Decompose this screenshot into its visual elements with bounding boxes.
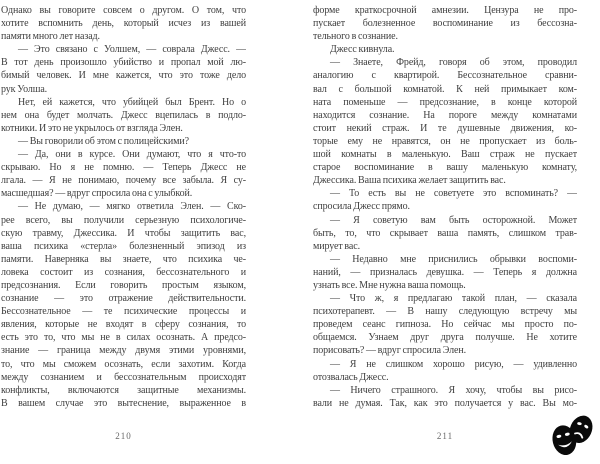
text-line: котники. И это не укрылось от взгляда Элен. xyxy=(1,122,183,134)
text-line: шой комнаты в маленькую. Ваш страж не пускает xyxy=(313,149,577,161)
text-line: лгала. — Я не понимаю, почему все забыла. Я су- xyxy=(1,175,246,187)
text-line: — Не думаю, — мягко ответила Элен. — Ско- xyxy=(18,201,246,213)
text-line: порисовать? — вдруг спросила Элен. xyxy=(313,345,467,357)
text-line: — То есть вы не советуете это вспоминать? — xyxy=(330,188,577,200)
text-line: предсознания. Если говорить простым языком, xyxy=(1,279,246,291)
text-line: нем она будет молчать. Джесс вцепилась в подло- xyxy=(1,109,246,121)
text-line: — Это связано с Уолшем, — соврала Джесс. — xyxy=(18,44,246,56)
text-line: Нет, ей кажется, что убийцей был Брент. Но о xyxy=(18,96,246,108)
text-line: отозвалась Джесс. xyxy=(313,371,389,383)
text-line: В вашем случае это вытеснение, выраженное в xyxy=(1,397,246,409)
text-line: Джессика. Ваша психика желает защитить вас. xyxy=(313,175,506,187)
text-line: стоит некий страж. И те душевные движения, ко- xyxy=(313,122,577,134)
text-line: есть это то, что мы не в силах осознать. А предсо- xyxy=(1,332,246,344)
text-line: рее всего, вы получили серьезную психологиче- xyxy=(1,214,246,226)
text-line: то, что мы сможем осознать, если захотим. Когда xyxy=(1,358,246,370)
page-right-text xyxy=(313,4,577,410)
text-line: общаемся. Узнаем друг друга получше. Не хотите xyxy=(313,332,577,344)
text-line: — Ничего страшного. Я хочу, чтобы вы рисо- xyxy=(330,384,577,396)
text-line: быть, то, что скрывает ваша память, слишком трав- xyxy=(313,227,577,239)
text-line: бимый человек. И мне кажется, что это тоже дело xyxy=(1,70,246,82)
text-line: аналогию с квартирой. Бессознательное сравни- xyxy=(313,70,577,82)
text-line: узнать все. Мне нужна ваша помощь. xyxy=(313,279,466,291)
text-line: психотерапевт. — В нашу следующую встречу мы xyxy=(313,306,577,318)
text-line: — Недавно мне приснились обрывки воспоми- xyxy=(330,253,577,265)
text-line: форме краткосрочной амнезии. Цензура не про- xyxy=(313,5,577,16)
text-line: Джесс кивнула. xyxy=(330,44,395,56)
text-line: спросила Джесс прямо. xyxy=(313,201,410,213)
theater-masks-icon xyxy=(544,411,598,461)
text-line: вали не думая. Так, как это получается у вас. Вы мо- xyxy=(313,397,577,409)
text-line: конфликты, включаются защитные механизмы. xyxy=(1,384,246,396)
text-line: хотите вспомнить день, который исчез из вашей xyxy=(1,18,246,30)
text-line: — Да, они в курсе. Они думают, что я что-то xyxy=(18,149,246,161)
text-line: находится сознание. На пороге между комнатами xyxy=(313,109,577,121)
text-line: рук Уолша. xyxy=(1,83,48,95)
text-line: тельного в сознание. xyxy=(313,31,398,43)
text-line: ната поменьше — предсознание, в конце которой xyxy=(313,96,577,108)
text-line: Бессознательное — те психические процессы и xyxy=(1,306,246,318)
text-line: торые ему не нравятся, он не пропускает из боль- xyxy=(313,135,577,147)
text-line: — Что ж, я предлагаю такой план, — сказала xyxy=(330,293,577,305)
text-line: старое воспоминание в вашу маленькую комнату, xyxy=(313,162,577,174)
text-line: масшедшая? — вдруг спросила она с улыбкой. xyxy=(1,188,193,200)
text-line: скрываю. Но я не помню. — Теперь Джесс не xyxy=(1,162,246,174)
text-line: мирует вас. xyxy=(313,240,360,252)
text-line: ловека состоит из сознания, бессознательного и xyxy=(1,266,246,278)
text-line: явления, которые не входят в сферу сознания, то xyxy=(1,319,246,331)
text-line: — Я советую вам быть осторожной. Может xyxy=(330,214,577,226)
text-line: — Знаете, Фрейд, говоря об этом, проводил xyxy=(330,57,577,69)
text-line: ваша психика «стерла» болезненный эпизод из xyxy=(1,240,246,252)
text-line: знание — граница между двумя этими уровнями, xyxy=(1,345,246,357)
text-line: — Вы говорили об этом с полицейскими? xyxy=(18,135,189,147)
text-line: памяти много лет назад. xyxy=(1,31,100,43)
page-number-right: 211 xyxy=(436,431,454,441)
text-line: — Я не слишком хорошо рисую, — удивленно xyxy=(330,358,577,370)
text-line: памяти. Наверняка вы знаете, что психика че- xyxy=(1,253,246,265)
page-number-left: 210 xyxy=(115,431,132,441)
text-line: Однако вы говорите совсем о другом. О том, что xyxy=(1,5,246,16)
text-line: проведем сеанс гипноза. Но сейчас мы просто по- xyxy=(313,319,577,331)
text-line: между сознанием и бессознательным происходят xyxy=(1,371,246,383)
text-line: наний, — призналась девушка. — Теперь я должна xyxy=(313,266,577,278)
text-line: пускает болезненное воспоминание из бессозна- xyxy=(313,18,577,30)
text-line: вал с большой комнатой. К ней примыкает ком- xyxy=(313,83,577,95)
text-line: сознание — это отражение действительности. xyxy=(1,293,246,305)
text-line: В тот день произошло убийство и пропал мой лю- xyxy=(1,57,246,69)
page-left-text xyxy=(1,4,246,410)
text-line: скую травму, Джессика. И чтобы защитить вас, xyxy=(1,227,246,239)
